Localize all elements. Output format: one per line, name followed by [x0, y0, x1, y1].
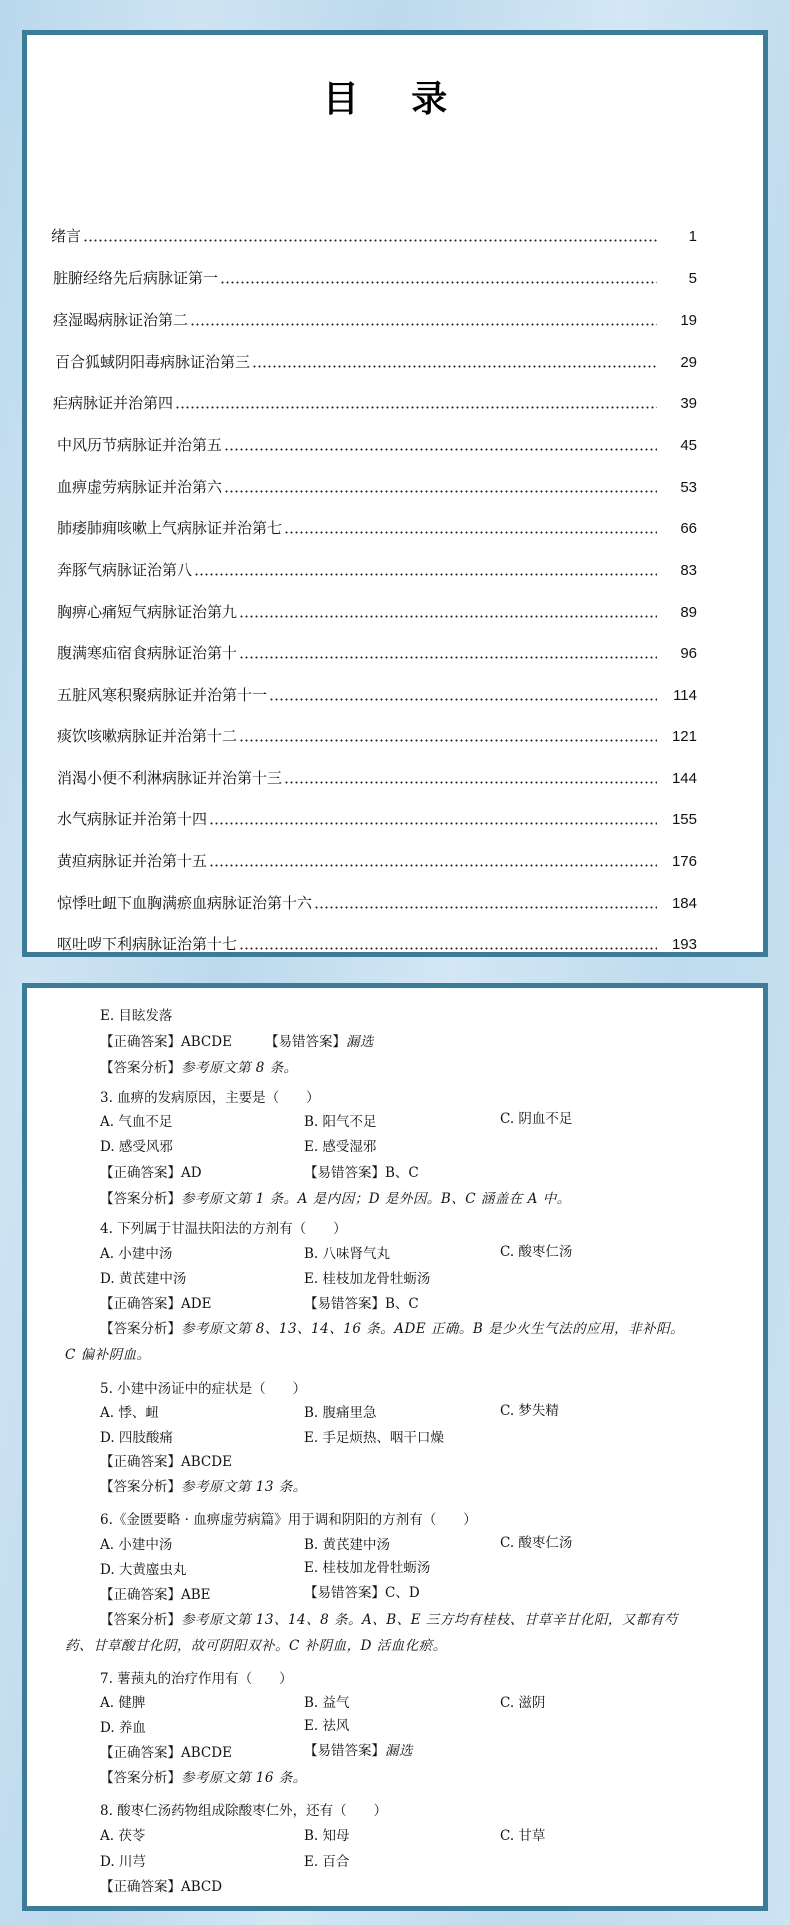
analysis-continued-value: C 偏补阴血。 [65, 1347, 151, 1363]
option-b: B. 阳气不足 [304, 1114, 377, 1130]
toc-entry-page: 53 [680, 479, 697, 496]
option-e: E. 桂枝加龙骨牡蛎汤 [304, 1271, 431, 1287]
toc-entry-label: 痰饮咳嗽病脉证并治第十二 [57, 728, 238, 745]
option-c: C. 阴血不足 [500, 1111, 573, 1127]
toc-entry[interactable] [55, 351, 697, 373]
option-d: D. 四肢酸痛 [100, 1430, 173, 1446]
toc-entry-page: 176 [671, 853, 697, 870]
toc-entry[interactable] [57, 601, 697, 623]
error-prone-label: 【易错答案】 [304, 1165, 385, 1181]
toc-entry-page: 19 [680, 312, 697, 329]
option-a: A. 小建中汤 [100, 1537, 173, 1553]
correct-answer-value: ADE [181, 1296, 212, 1312]
analysis-line [100, 1320, 684, 1338]
toc-entry[interactable] [57, 476, 697, 498]
toc-entry[interactable] [53, 392, 697, 414]
option-d: D. 感受风邪 [100, 1139, 173, 1155]
error-prone-value: B、C [385, 1296, 419, 1312]
correct-answer-line [100, 1164, 202, 1182]
analysis-value: 参考原文第 1 条。A 是内因；D 是外因。B、C 涵盖在 A 中。 [181, 1191, 571, 1207]
toc-entry-page: 5 [688, 270, 697, 287]
toc-entry-label: 肺痿肺痈咳嗽上气病脉证并治第七 [57, 520, 283, 537]
toc-entry-label: 疟病脉证并治第四 [53, 395, 174, 412]
analysis-label: 【答案分析】 [100, 1321, 181, 1337]
error-prone-label: 【易错答案】 [304, 1743, 385, 1759]
toc-panel [22, 30, 768, 957]
question-stem: 4. 下列属于甘温扶阳法的方剂有（ ） [100, 1221, 347, 1237]
option-b: B. 八味肾气丸 [304, 1246, 391, 1262]
qa-panel [22, 983, 768, 1911]
error-prone-line [265, 1033, 374, 1051]
dot-leader [209, 864, 657, 867]
toc-entry-page: 39 [680, 395, 697, 412]
toc-entry[interactable] [57, 933, 697, 955]
toc-entry[interactable] [57, 642, 697, 664]
correct-answer-value: AD [181, 1165, 202, 1181]
correct-answer-line [100, 1033, 232, 1051]
analysis-continued-value: 药、甘草酸甘化阴，故可阴阳双补。C 补阴血，D 活血化瘀。 [65, 1638, 447, 1654]
error-prone-value: 漏选 [346, 1034, 374, 1050]
option-c: C. 梦失精 [500, 1403, 559, 1419]
toc-entry-page: 193 [671, 936, 697, 953]
correct-answer-line [100, 1744, 232, 1762]
option-b: B. 益气 [304, 1695, 350, 1711]
toc-entry-page: 144 [671, 770, 697, 787]
toc-entry[interactable] [57, 808, 697, 830]
toc-entry[interactable] [57, 434, 697, 456]
dot-leader [209, 822, 657, 825]
toc-entry[interactable] [57, 892, 697, 914]
option-e: E. 百合 [304, 1854, 350, 1870]
option-c: C. 酸枣仁汤 [500, 1244, 573, 1260]
analysis-line [100, 1611, 678, 1629]
option-d: D. 黄芪建中汤 [100, 1271, 187, 1287]
toc-entry-label: 水气病脉证并治第十四 [57, 811, 208, 828]
error-prone-label: 【易错答案】 [304, 1296, 385, 1312]
question-stem: 3. 血痹的发病原因，主要是（ ） [100, 1090, 320, 1106]
toc-entry-page: 155 [671, 811, 697, 828]
option-e: E. 手足烦热、咽干口燥 [304, 1430, 444, 1446]
toc-entry[interactable] [57, 517, 697, 539]
error-prone-label: 【易错答案】 [265, 1034, 346, 1050]
toc-entry[interactable] [57, 767, 697, 789]
dot-leader [224, 448, 657, 451]
toc-entry-page: 29 [680, 354, 697, 371]
dot-leader [314, 906, 657, 909]
toc-entry[interactable] [51, 225, 697, 247]
dot-leader [252, 365, 657, 368]
correct-answer-line [100, 1453, 232, 1471]
toc-entry-page: 121 [671, 728, 697, 745]
toc-entry-page: 96 [680, 645, 697, 662]
toc-entry-page: 66 [680, 520, 697, 537]
toc-entry-label: 黄疸病脉证并治第十五 [57, 853, 208, 870]
dot-leader [224, 490, 657, 493]
dot-leader [194, 573, 657, 576]
dot-leader [220, 281, 657, 284]
analysis-label: 【答案分析】 [100, 1479, 181, 1495]
toc-entry-label: 消渴小便不利淋病脉证并治第十三 [57, 770, 283, 787]
option-e: E. 感受湿邪 [304, 1139, 377, 1155]
question-stem: 6.《金匮要略 · 血痹虚劳病篇》用于调和阴阳的方剂有（ ） [100, 1512, 477, 1528]
option-d: D. 养血 [100, 1720, 146, 1736]
correct-answer-value: ABCD [181, 1879, 223, 1895]
toc-title: 目 录 [322, 78, 468, 120]
option-b: B. 腹痛里急 [304, 1405, 377, 1421]
question-stem: 5. 小建中汤证中的症状是（ ） [100, 1381, 307, 1397]
correct-answer-label: 【正确答案】 [100, 1745, 181, 1761]
analysis-continued [65, 1346, 151, 1364]
option-a: A. 茯苓 [100, 1828, 146, 1844]
toc-entry[interactable] [57, 725, 697, 747]
dot-leader [239, 656, 657, 659]
option-e: E. 祛风 [304, 1718, 350, 1734]
option-a: A. 气血不足 [100, 1114, 173, 1130]
toc-entry-page: 1 [688, 228, 697, 245]
toc-entry-page: 45 [680, 437, 697, 454]
correct-answer-line [100, 1586, 211, 1604]
correct-answer-label: 【正确答案】 [100, 1296, 181, 1312]
toc-entry-label: 绪言 [51, 228, 82, 245]
analysis-value: 参考原文第 8 条。 [181, 1060, 298, 1076]
toc-entry-label: 痉湿暍病脉证治第二 [53, 312, 189, 329]
correct-answer-value: ABE [181, 1587, 211, 1603]
toc-entry[interactable] [57, 850, 697, 872]
error-prone-line [304, 1295, 419, 1313]
error-prone-line [304, 1584, 420, 1602]
analysis-line [100, 1478, 307, 1496]
error-prone-value: C、D [385, 1585, 420, 1601]
toc-entry-label: 脏腑经络先后病脉证第一 [53, 270, 219, 287]
dot-leader [284, 531, 657, 534]
option-e: E. 目眩发落 [100, 1008, 173, 1024]
dot-leader [83, 239, 657, 242]
error-prone-line [304, 1742, 413, 1760]
correct-answer-label: 【正确答案】 [100, 1034, 181, 1050]
error-prone-value: B、C [385, 1165, 419, 1181]
toc-entry-label: 胸痹心痛短气病脉证治第九 [57, 604, 238, 621]
toc-entry-label: 血痹虚劳病脉证并治第六 [57, 479, 223, 496]
toc-entry[interactable] [53, 309, 697, 331]
error-prone-label: 【易错答案】 [304, 1585, 385, 1601]
correct-answer-label: 【正确答案】 [100, 1165, 181, 1181]
dot-leader [284, 781, 657, 784]
option-e: E. 桂枝加龙骨牡蛎汤 [304, 1560, 431, 1576]
toc-entry-label: 中风历节病脉证并治第五 [57, 437, 223, 454]
dot-leader [239, 739, 657, 742]
option-b: B. 黄芪建中汤 [304, 1537, 391, 1553]
analysis-continued [65, 1637, 447, 1655]
analysis-line [100, 1190, 571, 1208]
toc-entry-label: 百合狐蜮阴阳毒病脉证治第三 [55, 354, 251, 371]
correct-answer-line [100, 1295, 211, 1313]
analysis-value: 参考原文第 16 条。 [181, 1770, 307, 1786]
toc-entry-label: 惊悸吐衄下血胸满瘀血病脉证治第十六 [57, 895, 313, 912]
analysis-line [100, 1769, 307, 1787]
option-c: C. 滋阴 [500, 1695, 546, 1711]
dot-leader [190, 323, 657, 326]
option-d: D. 大黄䗪虫丸 [100, 1562, 187, 1578]
toc-entry-label: 五脏风寒积聚病脉证并治第十一 [57, 687, 268, 704]
analysis-value: 参考原文第 13 条。 [181, 1479, 307, 1495]
toc-entry-page: 114 [673, 687, 697, 704]
option-a: A. 悸、衄 [100, 1405, 159, 1421]
toc-entry-label: 奔豚气病脉证治第八 [57, 562, 193, 579]
analysis-label: 【答案分析】 [100, 1191, 181, 1207]
toc-entry-label: 腹满寒疝宿食病脉证治第十 [57, 645, 238, 662]
dot-leader [269, 698, 657, 701]
correct-answer-value: ABCDE [181, 1454, 232, 1470]
analysis-line [100, 1059, 298, 1077]
dot-leader [239, 947, 657, 950]
error-prone-value: 漏选 [385, 1743, 413, 1759]
option-c: C. 酸枣仁汤 [500, 1535, 573, 1551]
option-a: A. 健脾 [100, 1695, 146, 1711]
question-stem: 7. 薯蓣丸的治疗作用有（ ） [100, 1671, 293, 1687]
analysis-label: 【答案分析】 [100, 1770, 181, 1786]
toc-entry-page: 184 [671, 895, 697, 912]
toc-entry-page: 89 [680, 604, 697, 621]
analysis-label: 【答案分析】 [100, 1060, 181, 1076]
correct-answer-line [100, 1878, 222, 1896]
correct-answer-label: 【正确答案】 [100, 1454, 181, 1470]
question-stem: 8. 酸枣仁汤药物组成除酸枣仁外，还有（ ） [100, 1803, 388, 1819]
correct-answer-value: ABCDE [181, 1034, 232, 1050]
dot-leader [239, 615, 657, 618]
toc-entry[interactable] [57, 559, 697, 581]
toc-entry-page: 83 [680, 562, 697, 579]
toc-entry[interactable] [53, 267, 697, 289]
option-a: A. 小建中汤 [100, 1246, 173, 1262]
toc-entry[interactable] [57, 684, 697, 706]
correct-answer-label: 【正确答案】 [100, 1587, 181, 1603]
correct-answer-label: 【正确答案】 [100, 1879, 181, 1895]
analysis-label: 【答案分析】 [100, 1612, 181, 1628]
analysis-value: 参考原文第 13、14、8 条。A、B、E 三方均有桂枝、甘草辛甘化阳，又都有芍 [181, 1612, 678, 1628]
option-b: B. 知母 [304, 1828, 350, 1844]
toc-entry-label: 呕吐哕下利病脉证治第十七 [57, 936, 238, 953]
analysis-value: 参考原文第 8、13、14、16 条。ADE 正确。B 是少火生气法的应用，非补阳。 [181, 1321, 685, 1337]
correct-answer-value: ABCDE [181, 1745, 232, 1761]
dot-leader [175, 406, 657, 409]
option-c: C. 甘草 [500, 1828, 546, 1844]
error-prone-line [304, 1164, 419, 1182]
option-d: D. 川芎 [100, 1854, 146, 1870]
